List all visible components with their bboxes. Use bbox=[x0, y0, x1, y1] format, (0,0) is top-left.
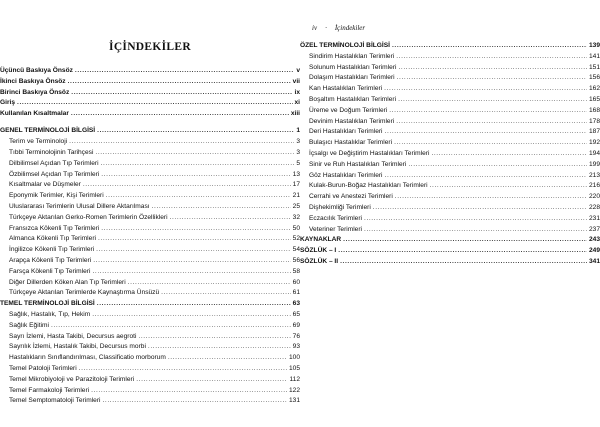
dot-leader bbox=[51, 321, 291, 332]
toc-entry-label: Boşaltım Hastalıkları Terimleri bbox=[309, 95, 397, 103]
toc-subentry bbox=[300, 117, 600, 128]
toc-entry-page-number: 199 bbox=[588, 160, 600, 168]
toc-entry-page-number: 151 bbox=[588, 63, 600, 71]
toc-entry-label: Arapça Kökenli Tıp Terimleri bbox=[9, 257, 92, 265]
dot-leader bbox=[71, 88, 292, 99]
toc-entry-label: Terim ve Terminoloji bbox=[9, 138, 68, 146]
toc-subentry bbox=[300, 203, 600, 214]
toc-entry-label: İngilizce Kökenli Tıp Terimleri bbox=[9, 246, 95, 254]
toc-entry-label: Tıbbi Terminolojinin Tarihçesi bbox=[9, 149, 94, 157]
dot-leader bbox=[101, 170, 290, 181]
dot-leader bbox=[101, 224, 290, 235]
toc-subentry bbox=[300, 171, 600, 182]
toc-entry-label: Üreme ve Doğum Terimleri bbox=[309, 106, 388, 114]
toc-entry-label: Temel Farmakoloji Terimleri bbox=[9, 386, 90, 394]
toc-subentry bbox=[0, 234, 300, 245]
toc-subentry bbox=[300, 52, 600, 63]
dot-leader bbox=[338, 246, 587, 257]
toc-subentry bbox=[300, 95, 600, 106]
toc-section-heading bbox=[0, 299, 300, 310]
dot-leader bbox=[340, 257, 587, 268]
toc-entry-label: Birinci Baskıya Önsöz bbox=[0, 88, 70, 96]
toc-entry-label: KAYNAKLAR bbox=[300, 236, 342, 244]
dot-leader bbox=[384, 84, 587, 95]
toc-subentry bbox=[0, 375, 300, 386]
toc-entry-label: Dişhekimliği Terimleri bbox=[309, 203, 371, 211]
toc-subentry bbox=[300, 73, 600, 84]
toc-subentry bbox=[0, 202, 300, 213]
toc-subentry bbox=[0, 386, 300, 397]
toc-entry-label: Giriş bbox=[0, 99, 16, 107]
toc-entry-page-number: xiii bbox=[290, 110, 300, 118]
toc-entry-page-number: xi bbox=[294, 99, 300, 107]
toc-entry-page-number: 93 bbox=[292, 343, 300, 351]
dot-leader bbox=[68, 77, 291, 88]
toc-entry-label: Sinir ve Ruh Hastalıkları Terimleri bbox=[309, 160, 407, 168]
toc-entry-label: Temel Mikrobiyoloji ve Parazitoloji Terimleri bbox=[9, 375, 135, 383]
toc-entry-page-number: 216 bbox=[588, 182, 600, 190]
dot-leader bbox=[364, 225, 587, 236]
toc-entry-page-number: 162 bbox=[588, 85, 600, 93]
toc-front-matter-entry bbox=[0, 88, 300, 99]
toc-entry-label: Özbilimsel Açıdan Tıp Terimleri bbox=[9, 170, 100, 178]
dot-leader bbox=[103, 396, 287, 407]
toc-entry-label: Sindirim Hastalıkları Terimleri bbox=[309, 52, 395, 60]
toc-entry-page-number: 61 bbox=[292, 289, 300, 297]
toc-entry-page-number: 5 bbox=[296, 159, 300, 167]
toc-subentry bbox=[0, 364, 300, 375]
toc-subentry bbox=[0, 332, 300, 343]
dot-leader bbox=[394, 138, 587, 149]
toc-entry-label: Dilbilimsel Açıdan Tıp Terimleri bbox=[9, 159, 99, 167]
toc-entry-label: Bulaşıcı Hastalıklar Terimleri bbox=[309, 139, 393, 147]
toc-entry-label: Kulak-Burun-Boğaz Hastalıkları Terimleri bbox=[309, 182, 428, 190]
toc-subentry bbox=[0, 191, 300, 202]
dot-leader bbox=[396, 52, 587, 63]
toc-entry-label: Temel Patoloji Terimleri bbox=[9, 365, 77, 373]
toc-entry-label: Sağlık, Hastalık, Tıp, Hekim bbox=[9, 311, 91, 319]
toc-subentry bbox=[300, 214, 600, 225]
dot-leader bbox=[136, 375, 287, 386]
toc-subentry bbox=[300, 192, 600, 203]
toc-title: İÇİNDEKİLER bbox=[109, 41, 191, 53]
toc-entry-page-number: 54 bbox=[292, 246, 300, 254]
toc-front-matter-entry bbox=[0, 66, 300, 77]
toc-list-right bbox=[300, 41, 600, 268]
toc-subentry bbox=[300, 63, 600, 74]
dot-leader bbox=[138, 332, 290, 343]
toc-entry-label: Eczacılık Terimleri bbox=[309, 214, 363, 222]
toc-entry-page-number: v bbox=[296, 67, 300, 74]
toc-entry-page-number: 141 bbox=[588, 52, 600, 60]
toc-subentry bbox=[300, 160, 600, 171]
dot-leader bbox=[397, 73, 587, 84]
dot-leader bbox=[170, 213, 291, 224]
toc-entry-page-number: vii bbox=[292, 77, 300, 85]
toc-entry-page-number: 243 bbox=[588, 236, 600, 244]
toc-entry-page-number: 17 bbox=[292, 181, 300, 189]
dot-leader bbox=[101, 159, 295, 170]
toc-entry-page-number: 165 bbox=[588, 95, 600, 103]
toc-entry-label: TEMEL TERMİNOLOJİ BİLGİSİ bbox=[0, 300, 95, 308]
toc-subentry bbox=[0, 180, 300, 191]
toc-list-left bbox=[0, 66, 300, 407]
toc-entry-label: Göz Hastalıkları Terimleri bbox=[309, 171, 383, 179]
toc-subentry bbox=[300, 181, 600, 192]
toc-subentry bbox=[300, 225, 600, 236]
toc-entry-label: Devinim Hastalıkları Terimleri bbox=[309, 117, 395, 125]
toc-entry-page-number: 50 bbox=[292, 224, 300, 232]
toc-entry-label: ÖZEL TERMİNOLOJİ BİLGİSİ bbox=[300, 42, 390, 49]
dot-leader bbox=[408, 160, 587, 171]
dot-leader bbox=[95, 148, 294, 159]
toc-entry-page-number: 249 bbox=[588, 247, 600, 255]
toc-subentry bbox=[300, 84, 600, 95]
toc-entry-label: Solunum Hastalıkları Terimleri bbox=[309, 63, 397, 71]
toc-entry-page-number: 58 bbox=[292, 267, 300, 275]
toc-entry-label: Dolaşım Hastalıkları Terimleri bbox=[309, 74, 395, 82]
toc-entry-page-number: 56 bbox=[292, 257, 300, 265]
toc-front-matter-entry bbox=[0, 77, 300, 88]
toc-entry-label: Temel Semptomatoloji Terimleri bbox=[9, 397, 101, 405]
toc-entry-label: GENEL TERMİNOLOJİ BİLGİSİ bbox=[0, 127, 96, 135]
toc-entry-label: Veteriner Terimleri bbox=[309, 225, 363, 233]
toc-entry-page-number: 65 bbox=[292, 311, 300, 319]
dot-leader bbox=[71, 109, 289, 120]
dot-leader bbox=[398, 95, 587, 106]
dot-leader bbox=[343, 235, 587, 246]
toc-entry-label: SÖZLÜK – II bbox=[300, 257, 339, 265]
toc-entry-page-number: ix bbox=[294, 88, 300, 96]
toc-entry-page-number: 131 bbox=[288, 397, 300, 405]
dot-leader bbox=[152, 202, 291, 213]
toc-subentry bbox=[300, 127, 600, 138]
dot-leader bbox=[92, 267, 290, 278]
toc-entry-page-number: 192 bbox=[588, 139, 600, 147]
dot-leader bbox=[148, 342, 291, 353]
toc-subentry bbox=[0, 288, 300, 299]
toc-entry-page-number: 231 bbox=[588, 214, 600, 222]
toc-subentry bbox=[0, 256, 300, 267]
dot-leader bbox=[398, 63, 587, 74]
toc-entry-label: Kullanılan Kısaltmalar bbox=[0, 110, 69, 118]
running-head bbox=[312, 24, 365, 32]
toc-entry-label: Üçüncü Baskıya Önsöz bbox=[0, 67, 73, 74]
running-head-page-number: iv bbox=[312, 24, 318, 32]
toc-entry-label: Fransızca Kökenli Tıp Terimleri bbox=[9, 224, 100, 232]
toc-entry-label: Sayrılık İzlemi, Hastalık Takibi, Decursus morbi bbox=[9, 343, 146, 351]
toc-entry-label: Sağlık Eğitimi bbox=[9, 321, 49, 329]
toc-entry-page-number: 3 bbox=[296, 149, 300, 157]
dot-leader bbox=[98, 234, 291, 245]
dot-leader bbox=[396, 117, 587, 128]
toc-entry-page-number: 25 bbox=[292, 203, 300, 211]
dot-leader bbox=[91, 386, 287, 397]
toc-entry-page-number: 220 bbox=[588, 193, 600, 201]
toc-entry-page-number: 13 bbox=[292, 170, 300, 178]
dot-leader bbox=[75, 66, 294, 77]
right-page bbox=[300, 0, 600, 427]
toc-entry-page-number: 237 bbox=[588, 225, 600, 233]
toc-entry-page-number: 63 bbox=[292, 300, 300, 308]
toc-entry-page-number: 228 bbox=[588, 203, 600, 211]
toc-entry-page-number: 52 bbox=[292, 235, 300, 243]
dot-leader bbox=[385, 127, 587, 138]
toc-subentry bbox=[0, 137, 300, 148]
dot-leader bbox=[128, 278, 291, 289]
toc-entry-page-number: 139 bbox=[588, 42, 600, 49]
toc-back-matter-entry bbox=[300, 235, 600, 246]
dot-leader bbox=[106, 191, 291, 202]
toc-subentry bbox=[0, 396, 300, 407]
toc-entry-page-number: 178 bbox=[588, 117, 600, 125]
dot-leader bbox=[83, 180, 291, 191]
dot-leader bbox=[161, 288, 291, 299]
toc-section-heading bbox=[300, 41, 600, 52]
dot-leader bbox=[97, 126, 294, 137]
toc-subentry bbox=[0, 159, 300, 170]
toc-subentry bbox=[0, 170, 300, 181]
toc-front-matter-entry bbox=[0, 109, 300, 120]
toc-subentry bbox=[0, 342, 300, 353]
dot-leader bbox=[395, 192, 587, 203]
toc-entry-label: Almanca Kökenli Tıp Terimleri bbox=[9, 235, 96, 243]
dot-leader bbox=[385, 171, 587, 182]
toc-back-matter-entry bbox=[300, 246, 600, 257]
toc-subentry bbox=[0, 278, 300, 289]
toc-subentry bbox=[300, 106, 600, 117]
toc-entry-label: Kan Hastalıkları Terimleri bbox=[309, 85, 383, 93]
dot-leader bbox=[431, 149, 587, 160]
dot-leader bbox=[389, 106, 587, 117]
toc-entry-label: Hastalıkların Sınıflandırılması, Classificatio morborum bbox=[9, 354, 166, 362]
toc-entry-page-number: 100 bbox=[288, 354, 300, 362]
toc-entry-page-number: 60 bbox=[292, 278, 300, 286]
toc-subentry bbox=[0, 353, 300, 364]
toc-entry-page-number: 32 bbox=[292, 213, 300, 221]
toc-front-matter-entry bbox=[0, 98, 300, 109]
toc-subentry bbox=[0, 213, 300, 224]
toc-entry-label: Türkçeye Aktarılan Terimlerde Kaynaştırma Ünsüzü bbox=[9, 289, 160, 297]
toc-entry-label: Sayrı İzlemi, Hasta Takibi, Decursus aegroti bbox=[9, 332, 137, 340]
toc-entry-label: Diğer Dillerden Köken Alan Tıp Terimleri bbox=[9, 278, 126, 286]
toc-subentry bbox=[0, 148, 300, 159]
toc-entry-page-number: 194 bbox=[588, 149, 600, 157]
toc-entry-page-number: 3 bbox=[296, 138, 300, 146]
dot-leader bbox=[79, 364, 287, 375]
toc-entry-page-number: 213 bbox=[588, 171, 600, 179]
dot-leader bbox=[430, 181, 587, 192]
toc-entry-page-number: 69 bbox=[292, 321, 300, 329]
toc-subentry bbox=[0, 321, 300, 332]
toc-entry-page-number: 1 bbox=[296, 127, 300, 135]
toc-subentry bbox=[0, 245, 300, 256]
toc-entry-label: Eponymik Terimler, Kişi Terimleri bbox=[9, 192, 104, 200]
toc-subentry bbox=[0, 267, 300, 278]
toc-entry-label: Türkçeye Aktarılan Gerko-Romen Terimlerin Özellikleri bbox=[9, 213, 168, 221]
toc-entry-label: Farsça Kökenli Tıp Terimleri bbox=[9, 267, 91, 275]
dot-leader bbox=[93, 256, 290, 267]
toc-entry-page-number: 187 bbox=[588, 128, 600, 136]
toc-entry-page-number: 76 bbox=[292, 332, 300, 340]
dot-leader bbox=[373, 203, 587, 214]
dot-leader bbox=[97, 299, 291, 310]
running-head-title: İçindekiler bbox=[334, 24, 366, 32]
toc-entry-label: Cerrahi ve Anestezi Terimleri bbox=[309, 193, 393, 201]
toc-subentry bbox=[0, 310, 300, 321]
toc-entry-label: İkinci Baskıya Önsöz bbox=[0, 77, 66, 85]
toc-subentry bbox=[300, 149, 600, 160]
running-head-separator: · bbox=[325, 24, 327, 32]
toc-entry-page-number: 112 bbox=[289, 375, 300, 383]
toc-entry-page-number: 122 bbox=[288, 386, 300, 394]
dot-leader bbox=[17, 98, 292, 109]
dot-leader bbox=[92, 310, 290, 321]
toc-entry-page-number: 156 bbox=[588, 74, 600, 82]
toc-entry-page-number: 168 bbox=[588, 106, 600, 114]
dot-leader bbox=[69, 137, 294, 148]
toc-entry-page-number: 21 bbox=[292, 192, 300, 200]
toc-entry-page-number: 105 bbox=[288, 365, 300, 373]
toc-entry-page-number: 341 bbox=[588, 257, 600, 265]
toc-subentry bbox=[0, 224, 300, 235]
toc-entry-label: SÖZLÜK – I bbox=[300, 247, 337, 255]
dot-leader bbox=[168, 353, 287, 364]
dot-leader bbox=[392, 41, 587, 52]
toc-entry-label: Deri Hastalıkları Terimleri bbox=[309, 128, 383, 136]
toc-section-heading bbox=[0, 126, 300, 137]
toc-back-matter-entry bbox=[300, 257, 600, 268]
toc-entry-label: Uluslararası Terimlerin Ulusal Dillere Aktarılması bbox=[9, 203, 150, 211]
dot-leader bbox=[96, 245, 291, 256]
dot-leader bbox=[364, 214, 587, 225]
toc-entry-label: İçsalgı ve Değiştirim Hastalıkları Terimleri bbox=[309, 149, 430, 157]
toc-entry-label: Kısaltmalar ve Düşmeler bbox=[9, 181, 81, 189]
toc-subentry bbox=[300, 138, 600, 149]
